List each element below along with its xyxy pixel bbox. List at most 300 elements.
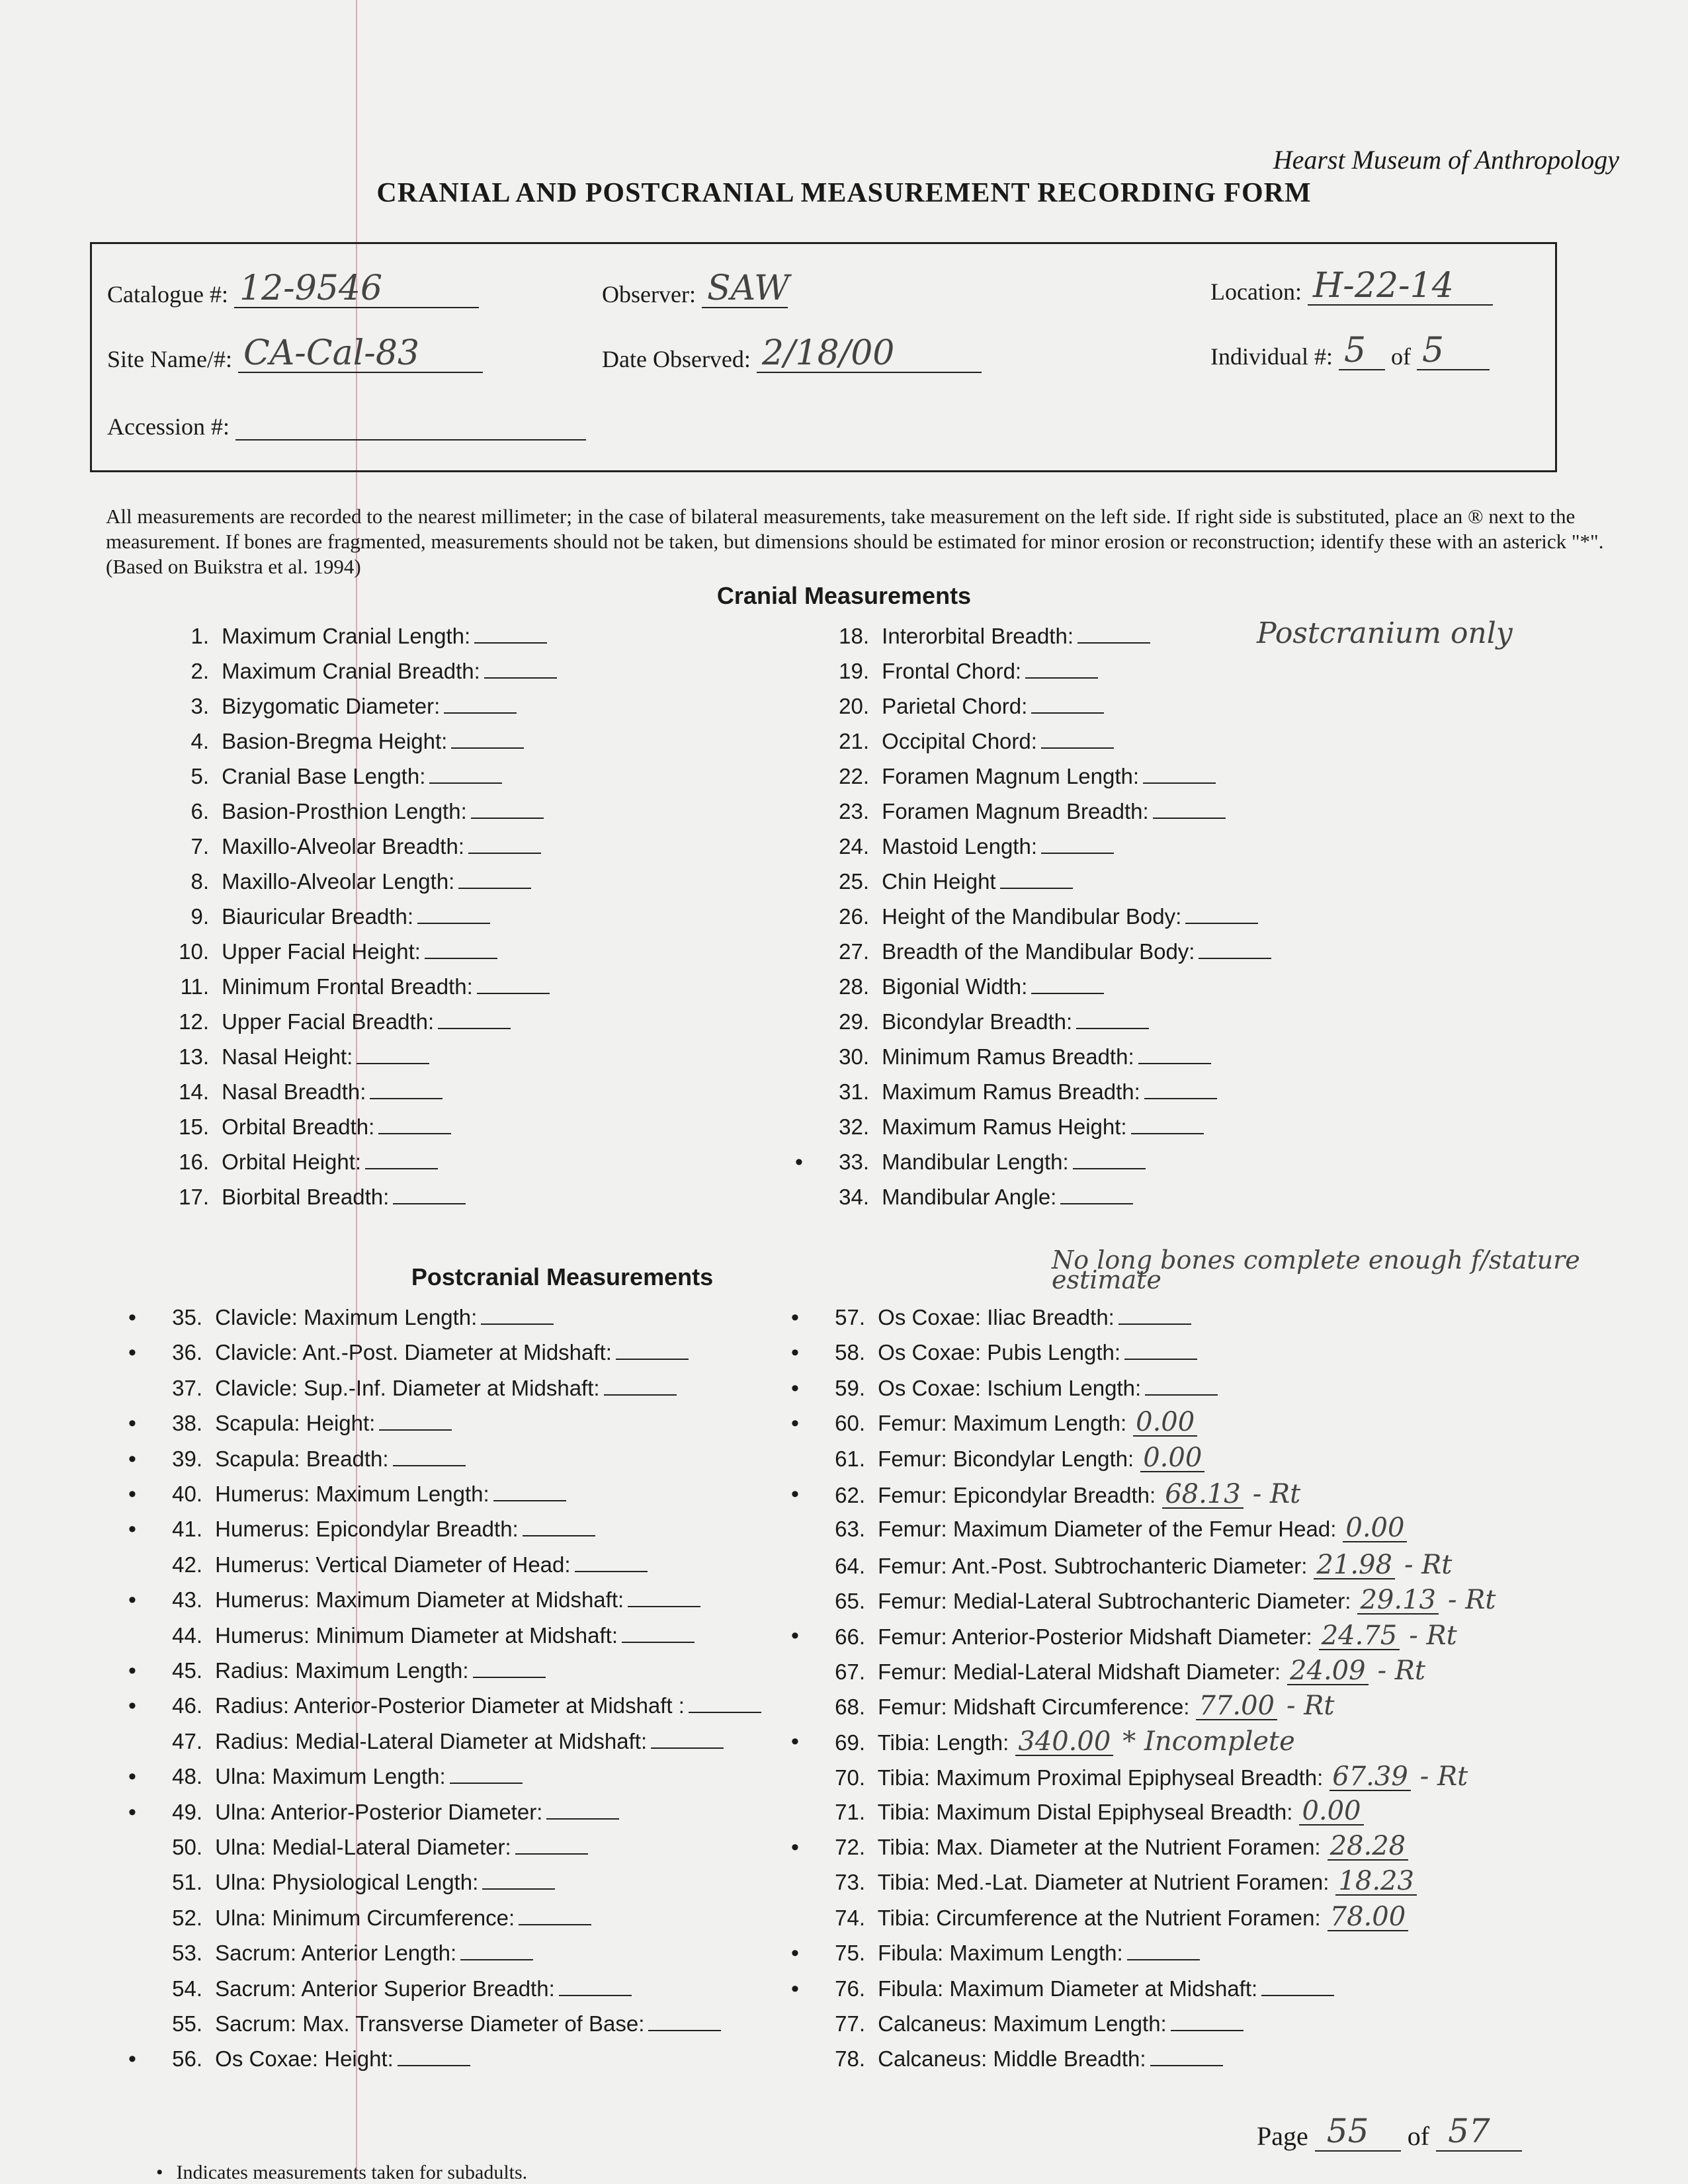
item-number: 77. xyxy=(835,2011,865,2036)
cranial-title: Cranial Measurements xyxy=(716,582,972,609)
postcranial-item-47[interactable] xyxy=(165,1727,724,1756)
location-field[interactable] xyxy=(1210,266,1493,306)
item-label: Basion-Prosthion Length: xyxy=(216,799,467,823)
item-value[interactable]: 24.75 xyxy=(1319,1622,1400,1650)
item-number: 2. xyxy=(190,659,209,683)
item-label: Femur: Maximum Diameter of the Femur Head: xyxy=(872,1517,1337,1542)
postcranial-item-57[interactable] xyxy=(791,1303,1191,1332)
item-label: Os Coxae: Iliac Breadth: xyxy=(872,1305,1115,1329)
cranial-item-30[interactable] xyxy=(832,1042,1211,1071)
cranial-item-12[interactable] xyxy=(172,1007,511,1036)
postcranial-item-41[interactable] xyxy=(128,1515,595,1544)
item-value[interactable]: 77.00 xyxy=(1196,1693,1277,1720)
subadult-bullet-icon: • xyxy=(791,1482,799,1507)
item-label: Os Coxae: Ischium Length: xyxy=(872,1375,1142,1400)
postcranial-item-72[interactable] xyxy=(791,1831,1408,1862)
item-blank[interactable] xyxy=(1153,798,1226,819)
item-blank[interactable] xyxy=(515,1833,588,1855)
postcranial-title: Postcranial Measurements xyxy=(411,1263,714,1290)
item-number: 55. xyxy=(172,2011,202,2036)
cranial-item-20[interactable] xyxy=(832,692,1104,721)
item-number: 51. xyxy=(172,1870,202,1895)
item-number: 15. xyxy=(179,1114,209,1139)
postcranial-item-56[interactable] xyxy=(128,2044,470,2074)
item-number: 71. xyxy=(835,1799,865,1824)
item-value[interactable]: 0.00 xyxy=(1343,1515,1407,1542)
observer-field[interactable] xyxy=(602,269,790,308)
postcranial-item-50[interactable] xyxy=(165,1833,588,1862)
item-number: 23. xyxy=(839,799,869,823)
postcranial-item-77[interactable] xyxy=(828,2009,1244,2038)
subadult-bullet-icon: • xyxy=(128,1340,136,1366)
postcranial-item-64[interactable] xyxy=(828,1550,1452,1579)
item-value[interactable]: 68.13 xyxy=(1162,1481,1244,1509)
item-blank[interactable] xyxy=(458,868,531,889)
item-number: 42. xyxy=(172,1552,202,1577)
item-blank[interactable] xyxy=(546,1798,619,1820)
cranial-item-29[interactable] xyxy=(832,1007,1149,1036)
item-blank[interactable] xyxy=(473,1657,546,1678)
individual-label: Individual #: xyxy=(1210,343,1333,370)
postcranial-item-53[interactable] xyxy=(165,1939,533,1968)
postcranial-item-60[interactable] xyxy=(791,1407,1197,1438)
item-label: Sacrum: Anterior Length: xyxy=(209,1941,457,1966)
item-label: Femur: Epicondylar Breadth: xyxy=(872,1483,1156,1507)
observer-value: SAW xyxy=(706,269,790,308)
item-label: Tibia: Length: xyxy=(872,1730,1009,1755)
item-blank[interactable] xyxy=(1060,1183,1133,1204)
postcranial-item-62[interactable] xyxy=(791,1479,1301,1509)
item-number: 70. xyxy=(835,1765,865,1790)
subadult-bullet-icon: • xyxy=(791,1622,799,1648)
accession-field[interactable] xyxy=(107,410,586,441)
cranial-item-2[interactable] xyxy=(172,657,557,686)
item-label: Humerus: Maximum Diameter at Midshaft: xyxy=(209,1587,624,1613)
item-label: Sacrum: Max. Transverse Diameter of Base: xyxy=(209,2011,645,2036)
postcranial-item-52[interactable] xyxy=(165,1904,591,1933)
item-blank[interactable] xyxy=(1077,622,1150,644)
item-label: Nasal Height: xyxy=(216,1044,353,1069)
item-value[interactable]: 29.13 xyxy=(1357,1587,1439,1615)
cranial-item-22[interactable] xyxy=(832,762,1216,791)
item-blank[interactable] xyxy=(378,1113,451,1134)
item-blank[interactable] xyxy=(1131,1113,1204,1134)
item-blank[interactable] xyxy=(393,1183,466,1204)
item-value[interactable]: 28.28 xyxy=(1328,1833,1409,1861)
postcranial-item-63[interactable] xyxy=(828,1515,1407,1544)
cranial-item-1[interactable] xyxy=(172,622,547,651)
item-number: 57. xyxy=(835,1305,865,1329)
item-blank[interactable] xyxy=(438,1008,511,1029)
date-value: 2/18/00 xyxy=(761,333,895,373)
cranial-item-10[interactable] xyxy=(172,937,497,966)
item-label: Femur: Bicondylar Length: xyxy=(872,1446,1134,1471)
cranial-item-16[interactable] xyxy=(172,1148,438,1177)
item-number: 8. xyxy=(190,869,209,894)
cranial-item-4[interactable] xyxy=(172,727,524,756)
item-label: Femur: Medial-Lateral Midshaft Diameter: xyxy=(872,1659,1281,1684)
postcranial-item-36[interactable] xyxy=(128,1338,689,1367)
cranial-item-19[interactable] xyxy=(832,657,1098,686)
item-number: 24. xyxy=(839,834,869,859)
item-blank[interactable] xyxy=(460,1939,533,1960)
cranial-item-34[interactable] xyxy=(832,1183,1133,1212)
item-label: Os Coxae: Height: xyxy=(209,2046,394,2072)
postcranial-item-39[interactable] xyxy=(128,1445,466,1474)
item-number: 58. xyxy=(835,1340,865,1365)
cranial-item-15[interactable] xyxy=(172,1113,451,1142)
item-number: 54. xyxy=(172,1976,202,2001)
page-label: Page xyxy=(1257,2121,1308,2151)
cranial-item-13[interactable] xyxy=(172,1042,429,1071)
cranial-item-14[interactable] xyxy=(172,1077,443,1107)
item-blank[interactable] xyxy=(477,973,550,994)
item-label: Humerus: Minimum Diameter at Midshaft: xyxy=(209,1622,618,1648)
item-blank[interactable] xyxy=(1073,1148,1146,1169)
item-label: Clavicle: Sup.-Inf. Diameter at Midshaft: xyxy=(209,1375,600,1400)
item-label: Tibia: Maximum Proximal Epiphyseal Breadth: xyxy=(872,1765,1324,1790)
item-blank[interactable] xyxy=(393,1445,466,1466)
cranial-item-5[interactable] xyxy=(172,762,502,791)
item-number: 19. xyxy=(839,659,869,683)
subadult-bullet-icon: • xyxy=(128,1587,136,1613)
item-label: Upper Facial Height: xyxy=(216,939,421,964)
postcranial-item-43[interactable] xyxy=(128,1585,700,1615)
postcranial-item-45[interactable] xyxy=(128,1656,546,1685)
postcranial-item-58[interactable] xyxy=(791,1338,1197,1367)
item-label: Maxillo-Alveolar Length: xyxy=(216,869,455,894)
subadult-bullet-icon: • xyxy=(791,1305,799,1330)
item-label: Femur: Maximum Length: xyxy=(872,1411,1127,1436)
item-blank[interactable] xyxy=(1127,1939,1200,1960)
cranial-item-7[interactable] xyxy=(172,832,541,861)
item-blank[interactable] xyxy=(1185,903,1258,924)
cranial-item-18[interactable] xyxy=(832,622,1150,651)
postcranial-item-66[interactable] xyxy=(791,1620,1457,1651)
item-note: - Rt xyxy=(1377,1656,1425,1686)
site-label: Site Name/#: xyxy=(107,346,232,372)
postcranial-item-68[interactable] xyxy=(828,1691,1334,1720)
item-blank[interactable] xyxy=(1025,657,1098,679)
site-field[interactable] xyxy=(107,333,483,373)
item-blank[interactable] xyxy=(1171,2010,1244,2031)
item-blank[interactable] xyxy=(481,1304,554,1325)
cranial-item-21[interactable] xyxy=(832,727,1114,756)
item-blank[interactable] xyxy=(379,1409,452,1431)
cranial-item-27[interactable] xyxy=(832,937,1271,966)
item-blank[interactable] xyxy=(1138,1043,1211,1064)
item-label: Nasal Breadth: xyxy=(216,1079,366,1104)
postcranial-item-74[interactable] xyxy=(828,1901,1408,1933)
page-total: 57 xyxy=(1448,2112,1490,2150)
item-blank[interactable] xyxy=(451,728,524,749)
item-number: 31. xyxy=(839,1079,869,1104)
cranial-item-32[interactable] xyxy=(832,1113,1204,1142)
item-number: 30. xyxy=(839,1044,869,1069)
item-value[interactable]: 0.00 xyxy=(1299,1798,1363,1826)
item-number: 10. xyxy=(179,939,209,964)
postcranial-item-49[interactable] xyxy=(128,1798,619,1827)
page-number xyxy=(1257,2112,1522,2152)
museum-name: Hearst Museum of Anthropology xyxy=(1273,145,1619,175)
postcranial-item-44[interactable] xyxy=(165,1621,695,1650)
item-blank[interactable] xyxy=(1124,1339,1197,1360)
item-label: Os Coxae: Pubis Length: xyxy=(872,1340,1121,1365)
item-blank[interactable] xyxy=(689,1692,761,1713)
item-value[interactable]: 340.00 xyxy=(1015,1728,1113,1756)
subadult-bullet-icon: • xyxy=(128,1658,136,1683)
item-blank[interactable] xyxy=(1145,1374,1218,1396)
item-blank[interactable] xyxy=(604,1374,677,1396)
item-label: Upper Facial Breadth: xyxy=(216,1009,435,1034)
item-number: 65. xyxy=(835,1589,865,1614)
postcranial-item-71[interactable] xyxy=(828,1795,1364,1827)
postcranial-item-48[interactable] xyxy=(128,1762,523,1791)
item-blank[interactable] xyxy=(1261,1975,1334,1996)
individual-field[interactable] xyxy=(1210,331,1490,370)
item-blank[interactable] xyxy=(1041,728,1114,749)
item-blank[interactable] xyxy=(429,763,502,784)
item-blank[interactable] xyxy=(417,903,490,924)
individual-value: 5 xyxy=(1343,331,1367,370)
item-number: 48. xyxy=(172,1764,202,1789)
postcranial-item-78[interactable] xyxy=(828,2044,1223,2074)
item-label: Bizygomatic Diameter: xyxy=(216,694,441,718)
item-label: Tibia: Maximum Distal Epiphyseal Breadth: xyxy=(872,1799,1293,1824)
item-blank[interactable] xyxy=(1041,833,1114,854)
item-value[interactable]: 21.98 xyxy=(1314,1552,1395,1579)
item-label: Biorbital Breadth: xyxy=(216,1185,390,1209)
item-number: 61. xyxy=(835,1446,865,1471)
item-number: 67. xyxy=(835,1659,865,1684)
item-number: 40. xyxy=(172,1482,202,1506)
postcranial-item-76[interactable] xyxy=(791,1974,1334,2003)
item-blank[interactable] xyxy=(370,1078,443,1099)
cranial-item-8[interactable] xyxy=(172,867,531,896)
item-label: Scapula: Height: xyxy=(209,1411,376,1436)
item-value[interactable]: 24.09 xyxy=(1287,1658,1369,1685)
item-number: 63. xyxy=(835,1517,865,1542)
item-number: 45. xyxy=(172,1658,202,1683)
item-blank[interactable] xyxy=(1144,1078,1217,1099)
item-blank[interactable] xyxy=(357,1043,429,1064)
item-label: Femur: Ant.-Post. Subtrochanteric Diameter: xyxy=(872,1553,1308,1578)
postcranial-item-51[interactable] xyxy=(165,1868,555,1897)
item-label: Mastoid Length: xyxy=(876,834,1037,859)
item-blank[interactable] xyxy=(616,1339,689,1360)
item-label: Biauricular Breadth: xyxy=(216,904,413,929)
item-number: 14. xyxy=(179,1079,209,1104)
item-blank[interactable] xyxy=(519,1904,591,1925)
item-label: Radius: Anterior-Posterior Diameter at Midshaft : xyxy=(209,1693,685,1718)
form-title: CRANIAL AND POSTCRANIAL MEASUREMENT RECORDING FORM xyxy=(376,178,1312,208)
item-label: Humerus: Epicondylar Breadth: xyxy=(209,1517,519,1542)
cranial-item-17[interactable] xyxy=(172,1183,466,1212)
item-number: 13. xyxy=(179,1044,209,1069)
cranial-item-24[interactable] xyxy=(832,832,1114,861)
item-note: * Incomplete xyxy=(1122,1726,1295,1757)
postcranial-item-40[interactable] xyxy=(128,1480,566,1509)
cranial-item-3[interactable] xyxy=(172,692,517,721)
item-label: Sacrum: Anterior Superior Breadth: xyxy=(209,1976,555,2001)
postcranial-item-42[interactable] xyxy=(165,1550,648,1579)
item-number: 3. xyxy=(190,694,209,718)
item-blank[interactable] xyxy=(1076,1008,1149,1029)
item-label: Ulna: Physiological Length: xyxy=(209,1870,479,1895)
date-field[interactable] xyxy=(602,333,982,373)
subadult-bullet-icon: • xyxy=(128,1693,136,1719)
item-value[interactable]: 18.23 xyxy=(1335,1868,1417,1896)
item-blank[interactable] xyxy=(575,1551,648,1572)
item-number: 18. xyxy=(839,624,869,648)
item-number: 29. xyxy=(839,1009,869,1034)
cranial-item-9[interactable] xyxy=(172,902,490,931)
item-blank[interactable] xyxy=(1199,938,1271,959)
catalogue-label: Catalogue #: xyxy=(107,281,228,308)
item-blank[interactable] xyxy=(468,833,541,854)
item-label: Orbital Height: xyxy=(216,1150,362,1174)
item-blank[interactable] xyxy=(622,1622,695,1643)
item-note: - Rt xyxy=(1447,1585,1496,1616)
subadult-bullet-icon: • xyxy=(128,1482,136,1507)
item-number: 59. xyxy=(835,1375,865,1400)
item-blank[interactable] xyxy=(474,622,547,644)
item-blank[interactable] xyxy=(425,938,497,959)
cranial-item-26[interactable] xyxy=(832,902,1258,931)
item-number: 43. xyxy=(172,1587,202,1613)
item-blank[interactable] xyxy=(1150,2045,1223,2066)
postcranial-item-59[interactable] xyxy=(791,1374,1218,1403)
item-blank[interactable] xyxy=(559,1975,632,1996)
postcranial-item-38[interactable] xyxy=(128,1409,452,1438)
item-number: 36. xyxy=(172,1340,202,1365)
item-number: 33. xyxy=(839,1150,869,1174)
postcranial-item-61[interactable] xyxy=(828,1442,1204,1474)
item-label: Scapula: Breadth: xyxy=(209,1446,389,1471)
item-blank[interactable] xyxy=(444,693,517,714)
postcranial-item-54[interactable] xyxy=(165,1974,632,2003)
cranial-item-6[interactable] xyxy=(172,797,544,826)
accession-label: Accession #: xyxy=(107,413,230,440)
page-value: 55 xyxy=(1326,2112,1369,2150)
item-blank[interactable] xyxy=(471,798,544,819)
postcranial-item-37[interactable] xyxy=(165,1374,677,1403)
item-number: 41. xyxy=(172,1517,202,1542)
postcranial-note: No long bones complete enough f/stature estimate xyxy=(1052,1245,1580,1294)
item-blank[interactable] xyxy=(482,1869,555,1890)
item-number: 17. xyxy=(179,1185,209,1209)
item-label: Maximum Ramus Height: xyxy=(876,1114,1127,1139)
item-number: 53. xyxy=(172,1941,202,1966)
item-value[interactable]: 0.00 xyxy=(1133,1409,1197,1437)
item-number: 52. xyxy=(172,1905,202,1930)
postcranial-item-73[interactable] xyxy=(828,1868,1417,1897)
legend-text: Indicates measurements taken for subadults. xyxy=(176,2162,528,2183)
item-number: 62. xyxy=(835,1483,865,1507)
item-number: 75. xyxy=(835,1941,865,1966)
item-label: Clavicle: Ant.-Post. Diameter at Midshaft: xyxy=(209,1340,612,1365)
item-label: Humerus: Vertical Diameter of Head: xyxy=(209,1552,571,1577)
item-number: 1. xyxy=(190,624,209,648)
item-blank[interactable] xyxy=(648,2010,721,2031)
item-blank[interactable] xyxy=(450,1763,523,1784)
item-blank[interactable] xyxy=(365,1148,438,1169)
catalogue-field[interactable] xyxy=(107,269,479,308)
postcranial-item-35[interactable] xyxy=(128,1303,554,1332)
item-blank[interactable] xyxy=(651,1728,724,1749)
item-note: - Rt xyxy=(1252,1479,1301,1509)
item-blank[interactable] xyxy=(1031,973,1104,994)
cranial-item-33[interactable] xyxy=(795,1148,1146,1177)
item-blank[interactable] xyxy=(1031,693,1104,714)
item-label: Frontal Chord: xyxy=(876,659,1022,683)
postcranial-item-69[interactable] xyxy=(791,1726,1295,1757)
item-note: - Rt xyxy=(1286,1691,1335,1722)
item-number: 21. xyxy=(839,729,869,753)
item-label: Humerus: Maximum Length: xyxy=(209,1482,489,1506)
item-number: 28. xyxy=(839,974,869,999)
item-label: Minimum Ramus Breadth: xyxy=(876,1044,1134,1069)
item-blank[interactable] xyxy=(1143,763,1216,784)
item-label: Interorbital Breadth: xyxy=(876,624,1074,648)
postcranial-item-46[interactable] xyxy=(128,1691,761,1720)
item-label: Ulna: Maximum Length: xyxy=(209,1764,446,1789)
item-label: Fibula: Maximum Diameter at Midshaft: xyxy=(872,1976,1258,2001)
postcranial-item-65[interactable] xyxy=(828,1585,1496,1615)
postcranial-item-55[interactable] xyxy=(165,2009,721,2038)
postcranial-item-67[interactable] xyxy=(828,1656,1425,1685)
item-label: Foramen Magnum Length: xyxy=(876,764,1140,788)
item-label: Clavicle: Maximum Length: xyxy=(209,1305,478,1329)
site-value: CA-Cal-83 xyxy=(243,333,420,373)
item-note: - Rt xyxy=(1419,1761,1468,1792)
item-blank[interactable] xyxy=(523,1515,595,1536)
item-blank[interactable] xyxy=(1118,1304,1191,1325)
item-blank[interactable] xyxy=(398,2045,470,2066)
item-number: 4. xyxy=(190,729,209,753)
item-value[interactable]: 67.39 xyxy=(1329,1763,1411,1791)
cranial-item-31[interactable] xyxy=(832,1077,1217,1107)
item-value[interactable]: 78.00 xyxy=(1328,1904,1409,1931)
item-number: 6. xyxy=(190,799,209,823)
item-blank[interactable] xyxy=(493,1480,566,1501)
item-label: Foramen Magnum Breadth: xyxy=(876,799,1149,823)
item-blank[interactable] xyxy=(628,1586,700,1607)
item-number: 20. xyxy=(839,694,869,718)
cranial-item-25[interactable] xyxy=(832,867,1073,896)
location-value: H-22-14 xyxy=(1312,266,1454,306)
item-value[interactable]: 0.00 xyxy=(1140,1445,1204,1472)
cranial-item-11[interactable] xyxy=(172,972,550,1001)
item-blank[interactable] xyxy=(484,657,557,679)
item-label: Femur: Midshaft Circumference: xyxy=(872,1695,1190,1720)
item-number: 50. xyxy=(172,1835,202,1859)
cranial-item-23[interactable] xyxy=(832,797,1226,826)
legend-bullet-icon: • xyxy=(156,2162,163,2183)
item-label: Cranial Base Length: xyxy=(216,764,426,788)
item-label: Tibia: Max. Diameter at the Nutrient Foramen: xyxy=(872,1835,1321,1859)
postcranial-item-75[interactable] xyxy=(791,1939,1200,1968)
item-label: Height of the Mandibular Body: xyxy=(876,904,1182,929)
item-number: 78. xyxy=(835,2046,865,2072)
item-number: 9. xyxy=(190,904,209,929)
postcranial-item-70[interactable] xyxy=(828,1762,1468,1791)
item-label: Parietal Chord: xyxy=(876,694,1028,718)
cranial-item-28[interactable] xyxy=(832,972,1104,1001)
item-label: Ulna: Minimum Circumference: xyxy=(209,1905,515,1930)
item-blank[interactable] xyxy=(1000,868,1073,889)
item-number: 60. xyxy=(835,1411,865,1436)
